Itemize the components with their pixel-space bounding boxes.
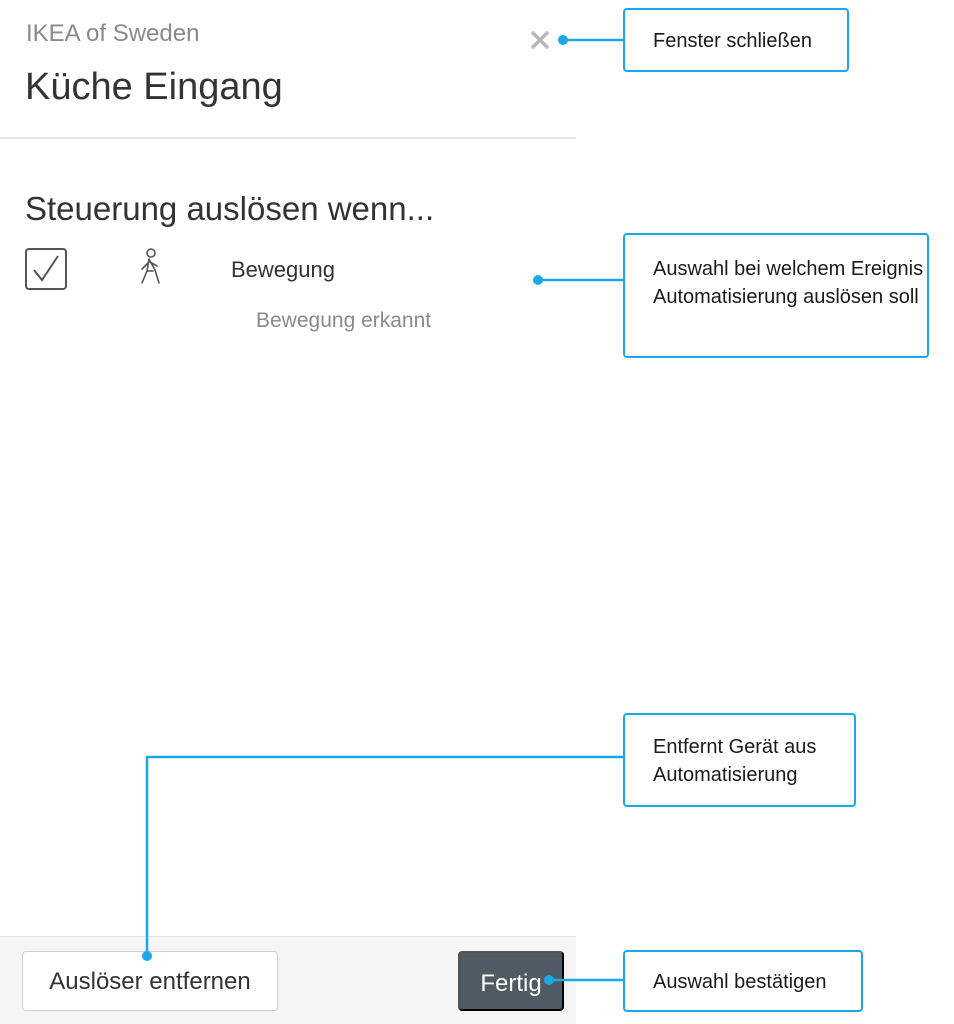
trigger-description: Bewegung erkannt bbox=[256, 309, 432, 332]
callout-done bbox=[623, 950, 863, 1012]
done-button[interactable]: Fertig bbox=[458, 951, 564, 1011]
manufacturer-label: IKEA of Sweden bbox=[26, 20, 200, 47]
callout-remove bbox=[623, 713, 856, 807]
callout-trigger-text: Auswahl bei welchem Ereignis Automatisierung auslösen soll bbox=[653, 258, 924, 308]
callout-close-text: Fenster schließen bbox=[653, 30, 812, 52]
device-title: Küche Eingang bbox=[25, 66, 283, 108]
header-divider bbox=[0, 137, 576, 139]
remove-trigger-button[interactable]: Auslöser entfernen bbox=[22, 951, 278, 1011]
trigger-label: Bewegung bbox=[231, 257, 335, 282]
trigger-checkbox[interactable] bbox=[25, 248, 67, 290]
callout-close bbox=[623, 8, 849, 72]
checkmark-icon bbox=[27, 250, 65, 288]
close-icon[interactable] bbox=[526, 26, 554, 54]
callout-remove-text: Entfernt Gerät aus Automatisierung bbox=[653, 736, 817, 786]
walking-person-icon bbox=[136, 247, 166, 287]
callout-done-text: Auswahl bestätigen bbox=[653, 971, 827, 993]
callout-trigger bbox=[623, 233, 929, 358]
section-heading: Steuerung auslösen wenn... bbox=[25, 190, 435, 227]
